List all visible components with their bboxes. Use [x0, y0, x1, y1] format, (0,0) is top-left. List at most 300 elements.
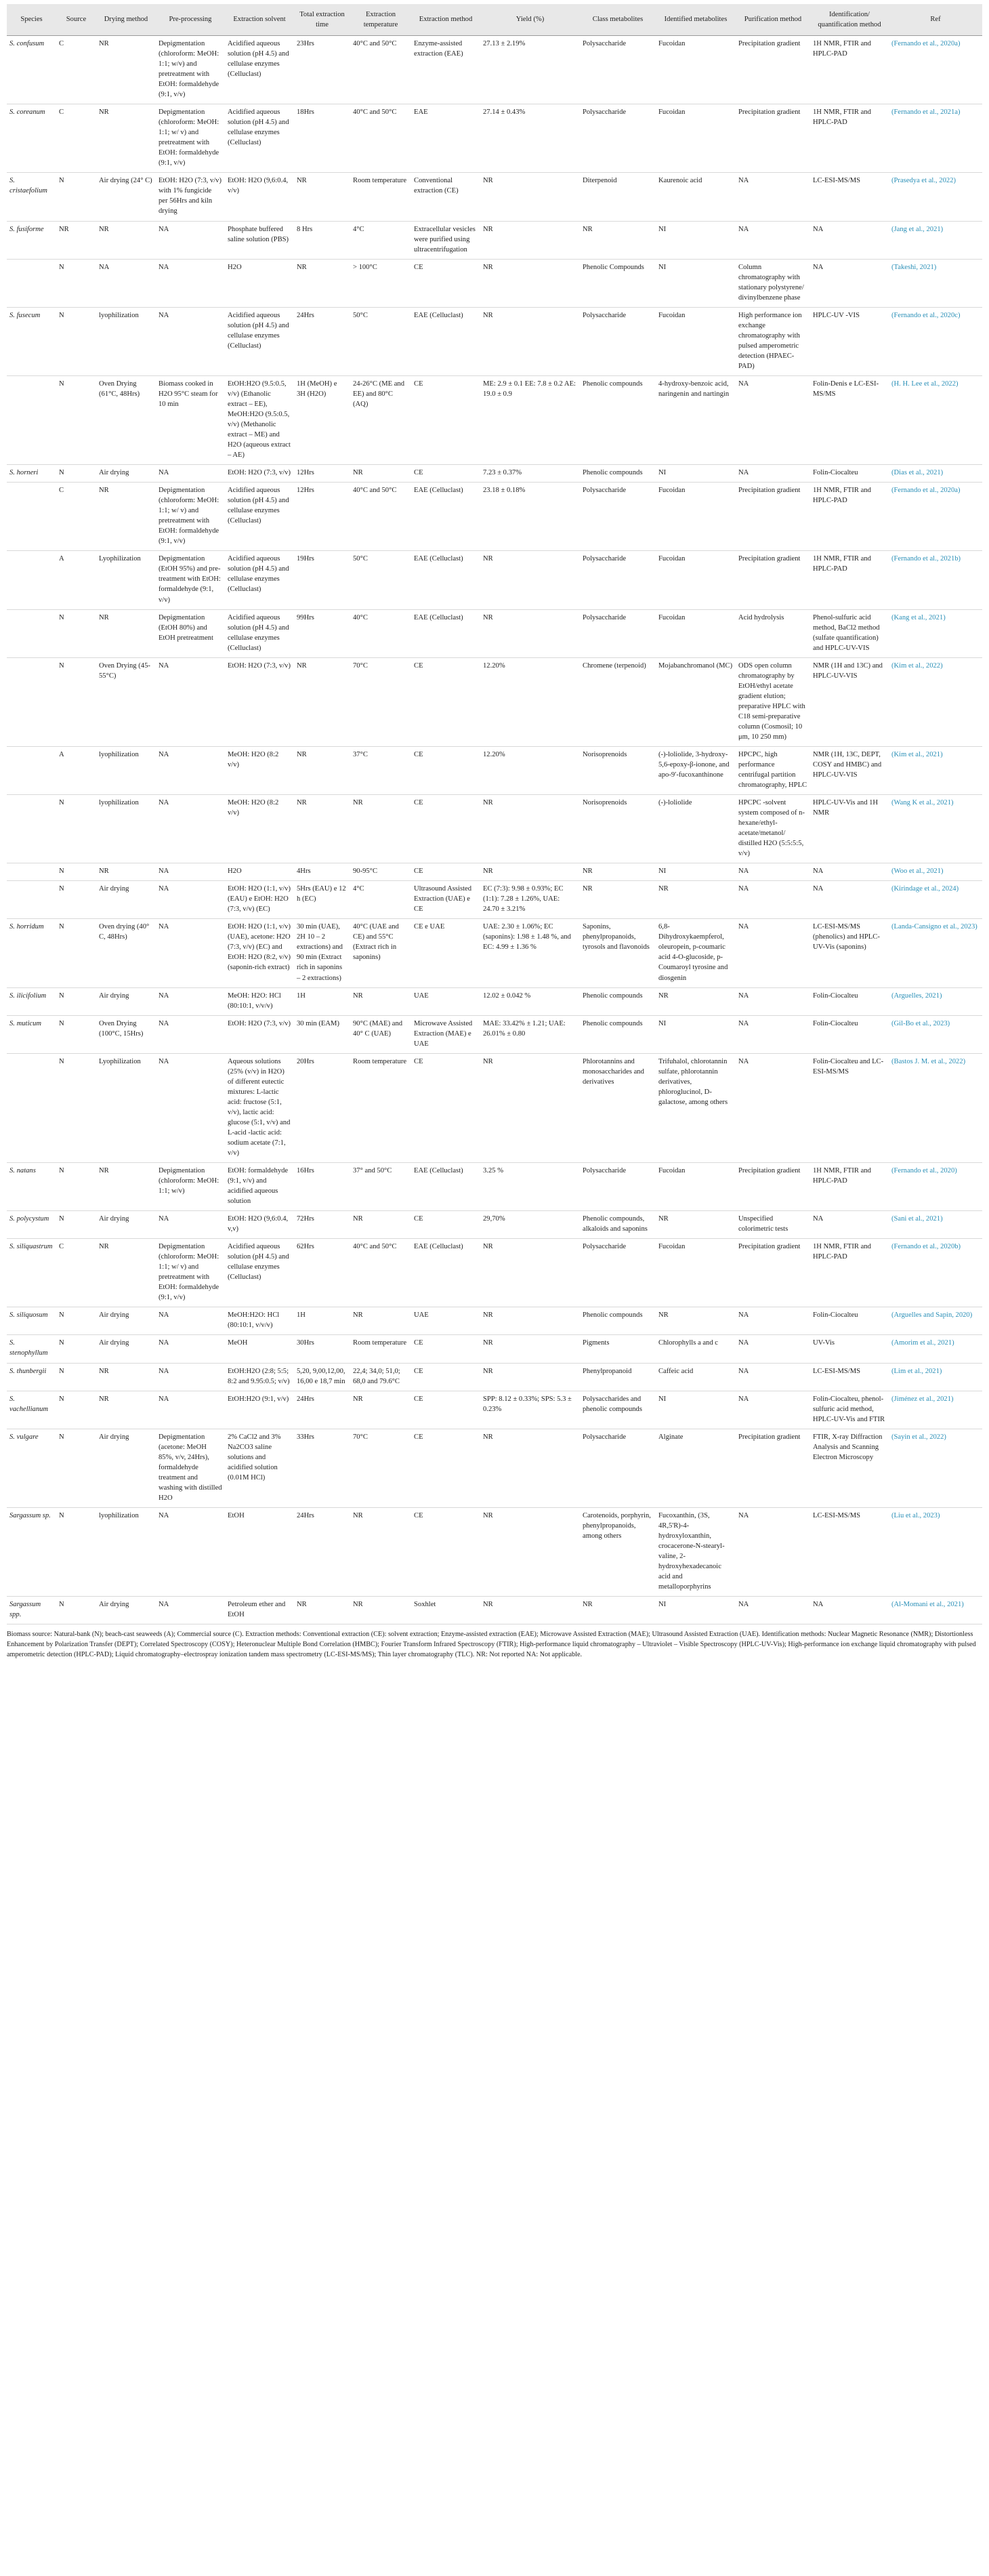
- table-cell: Caffeic acid: [656, 1363, 736, 1391]
- table-cell: NA: [810, 259, 889, 307]
- table-cell: EAE (Celluclast): [411, 551, 480, 609]
- reference-link[interactable]: (Dias et al., 2021): [889, 465, 982, 483]
- table-cell: N: [56, 1597, 96, 1624]
- table-cell: MeOH: H2O (8:2 v/v): [225, 795, 294, 863]
- table-cell: Phenol-sulfuric acid method, BaCl2 method (sulfate quantification) and HPLC-UV-VIS: [810, 609, 889, 657]
- table-cell: 7.23 ± 0.37%: [480, 465, 580, 483]
- table-cell: NA: [156, 987, 225, 1015]
- species-cell: [7, 609, 56, 657]
- table-cell: Acidified aqueous solution (pH 4.5) and cellulase enzymes (Celluclast): [225, 1239, 294, 1307]
- table-cell: NR: [350, 1211, 411, 1239]
- species-cell: S. vachellianum: [7, 1391, 56, 1429]
- table-cell: 23Hrs: [294, 36, 350, 104]
- table-row: [7, 104, 982, 173]
- table-cell: 12Hrs: [294, 483, 350, 551]
- table-cell: Petroleum ether and EtOH: [225, 1597, 294, 1624]
- table-cell: Oven Drying (61°C, 48Hrs): [96, 375, 156, 464]
- table-cell: Precipitation gradient: [736, 1239, 810, 1307]
- table-cell: Depigmentation (chloroform: MeOH: 1:1; w/ v) and pretreatment with EtOH: formaldehyde (9:1, v/v): [156, 104, 225, 173]
- table-cell: Ultrasound Assisted Extraction (UAE) e CE: [411, 881, 480, 919]
- table-cell: Polysaccharide: [580, 609, 656, 657]
- table-cell: NA: [810, 1597, 889, 1624]
- reference-link[interactable]: (Fernando et al., 2021a): [889, 104, 982, 173]
- table-cell: NR: [480, 863, 580, 881]
- table-cell: 4°C: [350, 881, 411, 919]
- table-cell: EAE (Celluclast): [411, 1163, 480, 1211]
- reference-link[interactable]: (Fernando et al., 2020a): [889, 483, 982, 551]
- table-cell: CE: [411, 259, 480, 307]
- table-cell: CE: [411, 1391, 480, 1429]
- table-cell: Fucoidan: [656, 551, 736, 609]
- table-cell: EAE (Celluclast): [411, 609, 480, 657]
- table-cell: Folin-Ciocalteu: [810, 1015, 889, 1053]
- reference-link[interactable]: (Lim et al., 2021): [889, 1363, 982, 1391]
- reference-link[interactable]: (Jiménez et al., 2021): [889, 1391, 982, 1429]
- table-cell: NA: [156, 221, 225, 259]
- table-cell: Polysaccharide: [580, 307, 656, 375]
- table-row: [7, 1015, 982, 1053]
- table-cell: Air drying: [96, 1307, 156, 1335]
- reference-link[interactable]: (Liu et al., 2023): [889, 1507, 982, 1596]
- column-header: Extraction temperature: [350, 4, 411, 36]
- species-cell: S. horneri: [7, 465, 56, 483]
- table-cell: NA: [736, 1363, 810, 1391]
- table-cell: NR: [350, 465, 411, 483]
- table-cell: 1H NMR, FTIR and HPLC-PAD: [810, 1239, 889, 1307]
- table-cell: 24-26°C (ME and EE) and 80°C (AQ): [350, 375, 411, 464]
- reference-link[interactable]: (Arguelles, 2021): [889, 987, 982, 1015]
- table-cell: Air drying: [96, 1429, 156, 1507]
- table-cell: NR: [480, 1307, 580, 1335]
- table-row: [7, 465, 982, 483]
- table-cell: > 100°C: [350, 259, 411, 307]
- table-cell: Chromene (terpenoid): [580, 657, 656, 746]
- table-cell: 8 Hrs: [294, 221, 350, 259]
- table-cell: 1H NMR, FTIR and HPLC-PAD: [810, 483, 889, 551]
- table-cell: NA: [810, 221, 889, 259]
- table-cell: 20Hrs: [294, 1053, 350, 1162]
- table-cell: NR: [350, 987, 411, 1015]
- table-cell: 1H NMR, FTIR and HPLC-PAD: [810, 1163, 889, 1211]
- table-cell: NI: [656, 1015, 736, 1053]
- table-cell: NA: [156, 1335, 225, 1363]
- table-cell: NA: [736, 173, 810, 221]
- table-cell: EtOH: H2O (1:1, v/v) (UAE), acetone: H2O (7:3, v/v) (EC) and EtOH: H2O (8:2, v/v) (saponin-rich extract): [225, 919, 294, 987]
- table-cell: lyophilization: [96, 795, 156, 863]
- table-cell: NA: [156, 1053, 225, 1162]
- reference-link[interactable]: (Landa-Cansigno et al., 2023): [889, 919, 982, 987]
- table-cell: NI: [656, 259, 736, 307]
- species-cell: S. confusum: [7, 36, 56, 104]
- table-cell: EAE (Celluclast): [411, 483, 480, 551]
- table-cell: NR: [294, 657, 350, 746]
- table-cell: NA: [156, 465, 225, 483]
- table-cell: Depigmentation (EtOH 80%) and EtOH pretreatment: [156, 609, 225, 657]
- table-cell: EtOH: H2O (7:3, v/v): [225, 1015, 294, 1053]
- table-cell: 2% CaCl2 and 3% Na2CO3 saline solutions and acidified solution (0.01M HCl): [225, 1429, 294, 1507]
- reference-link[interactable]: (Woo et al., 2021): [889, 863, 982, 881]
- table-cell: 1H: [294, 987, 350, 1015]
- species-cell: [7, 657, 56, 746]
- reference-link[interactable]: (Takeshi, 2021): [889, 259, 982, 307]
- table-cell: H2O: [225, 863, 294, 881]
- column-header: Pre-processing: [156, 4, 225, 36]
- table-cell: 4Hrs: [294, 863, 350, 881]
- table-cell: NR: [480, 795, 580, 863]
- table-row: [7, 173, 982, 221]
- table-cell: 19Hrs: [294, 551, 350, 609]
- table-cell: Polysaccharide: [580, 1239, 656, 1307]
- table-row: [7, 1391, 982, 1429]
- column-header: Identification/ quantification method: [810, 4, 889, 36]
- table-cell: MeOH: H2O (8:2 v/v): [225, 746, 294, 794]
- table-cell: 24Hrs: [294, 307, 350, 375]
- species-cell: S. cristaefolium: [7, 173, 56, 221]
- table-cell: NR: [656, 1307, 736, 1335]
- table-cell: 40°C and 50°C: [350, 104, 411, 173]
- table-cell: 30Hrs: [294, 1335, 350, 1363]
- table-cell: NR: [580, 881, 656, 919]
- table-cell: CE: [411, 1429, 480, 1507]
- table-cell: UAE: [411, 1307, 480, 1335]
- table-cell: NR: [350, 1597, 411, 1624]
- table-cell: EtOH: H2O (9,6:0.4, v/v): [225, 173, 294, 221]
- table-cell: CE: [411, 1507, 480, 1596]
- reference-link[interactable]: (Kirindage et al., 2024): [889, 881, 982, 919]
- table-cell: Depigmentation (EtOH 95%) and pre-treatment with EtOH: formaldehyde (9:1, v/v): [156, 551, 225, 609]
- table-cell: NA: [156, 307, 225, 375]
- table-cell: N: [56, 1391, 96, 1429]
- table-cell: NR: [480, 609, 580, 657]
- table-row: [7, 221, 982, 259]
- reference-link[interactable]: (H. H. Lee et al., 2022): [889, 375, 982, 464]
- table-cell: 50°C: [350, 551, 411, 609]
- table-cell: CE: [411, 746, 480, 794]
- table-cell: NA: [156, 1307, 225, 1335]
- column-header: Class metabolites: [580, 4, 656, 36]
- table-cell: Room temperature: [350, 173, 411, 221]
- table-cell: Lyophilization: [96, 1053, 156, 1162]
- table-cell: EAE (Celluclast): [411, 1239, 480, 1307]
- table-cell: Polysaccharide: [580, 104, 656, 173]
- table-cell: NR: [294, 259, 350, 307]
- table-cell: Precipitation gradient: [736, 104, 810, 173]
- table-cell: MeOH: [225, 1335, 294, 1363]
- reference-link[interactable]: (Kim et al., 2022): [889, 657, 982, 746]
- table-cell: N: [56, 795, 96, 863]
- species-cell: Sargassum spp.: [7, 1597, 56, 1624]
- table-cell: 4°C: [350, 221, 411, 259]
- table-cell: NR: [96, 1363, 156, 1391]
- table-cell: NMR (1H, 13C, DEPT, COSY and HMBC) and HPLC-UV-VIS: [810, 746, 889, 794]
- table-cell: NR: [480, 307, 580, 375]
- table-cell: Column chromatography with stationary polystyrene/ divinylbenzene phase: [736, 259, 810, 307]
- table-cell: Depigmentation (chloroform: MeOH: 1:1; w/ v) and pretreatment with EtOH: formaldehyde (9:1, v/v): [156, 483, 225, 551]
- table-cell: Folin-Ciocalteu: [810, 465, 889, 483]
- table-cell: NR: [350, 795, 411, 863]
- table-cell: EtOH: H2O (7:3, v/v) with 1% fungicide per 56Hrs and kiln drying: [156, 173, 225, 221]
- column-header: Ref: [889, 4, 982, 36]
- table-cell: 30 min (EAM): [294, 1015, 350, 1053]
- table-cell: Fucoidan: [656, 36, 736, 104]
- table-header: [7, 4, 982, 36]
- table-cell: NA: [156, 1015, 225, 1053]
- table-cell: High performance ion exchange chromatography with pulsed amperometric detection (HPAEC-PAD): [736, 307, 810, 375]
- table-cell: NR: [96, 483, 156, 551]
- table-cell: NA: [810, 863, 889, 881]
- species-cell: S. stenophyllum: [7, 1335, 56, 1363]
- table-cell: A: [56, 746, 96, 794]
- table-cell: NI: [656, 863, 736, 881]
- table-cell: CE: [411, 657, 480, 746]
- table-cell: NR: [350, 1307, 411, 1335]
- table-cell: 12.20%: [480, 746, 580, 794]
- table-cell: Phenylpropanoid: [580, 1363, 656, 1391]
- table-cell: EtOH:H2O (2:8; 5:5; 8:2 and 9.95:0.5; v/v): [225, 1363, 294, 1391]
- reference-link[interactable]: (Sayin et al., 2022): [889, 1429, 982, 1507]
- table-row: [7, 1211, 982, 1239]
- table-cell: EtOH: formaldehyde (9:1, v/v) and acidified aqueous solution: [225, 1163, 294, 1211]
- table-cell: CE: [411, 1363, 480, 1391]
- reference-link[interactable]: (Fernando et al., 2020c): [889, 307, 982, 375]
- table-cell: HPCPC -solvent system composed of n-hexane/ethyl-acetate/metanol/ distilled H2O (5:5:5:5, v/v): [736, 795, 810, 863]
- table-cell: EAE (Celluclast): [411, 307, 480, 375]
- species-cell: S. siliquosum: [7, 1307, 56, 1335]
- table-cell: NR: [656, 881, 736, 919]
- table-cell: NA: [156, 795, 225, 863]
- table-cell: Folin-Ciocalteu and LC-ESI-MS/MS: [810, 1053, 889, 1162]
- column-header: Source: [56, 4, 96, 36]
- table-cell: Folin-Ciocalteu, phenol-sulfuric acid method, HPLC-UV-Vis and FTIR: [810, 1391, 889, 1429]
- table-cell: Air drying (24° C): [96, 173, 156, 221]
- column-header: Drying method: [96, 4, 156, 36]
- table-cell: Microwave Assisted Extraction (MAE) e UAE: [411, 1015, 480, 1053]
- table-cell: 1H: [294, 1307, 350, 1335]
- table-cell: NR: [96, 104, 156, 173]
- table-cell: Acidified aqueous solution (pH 4.5) and cellulase enzymes (Celluclast): [225, 551, 294, 609]
- table-cell: Aqueous solutions (25% (v/v) in H2O) of different eutectic mixtures: L-lactic acid: fructose (5:1, v/v), lactic acid: glucose (5:1, v/v) and L-acid -lactic acid: sodium acetate (7:1, v/v): [225, 1053, 294, 1162]
- reference-link[interactable]: (Amorim et al., 2021): [889, 1335, 982, 1363]
- table-cell: NR: [294, 746, 350, 794]
- table-cell: NR: [96, 36, 156, 104]
- table-cell: NA: [96, 259, 156, 307]
- table-row: [7, 1597, 982, 1624]
- table-cell: Fucoidan: [656, 609, 736, 657]
- table-cell: NA: [736, 1335, 810, 1363]
- table-cell: C: [56, 483, 96, 551]
- table-row: [7, 919, 982, 987]
- species-cell: S. fusecum: [7, 307, 56, 375]
- table-cell: Air drying: [96, 881, 156, 919]
- table-cell: N: [56, 919, 96, 987]
- table-cell: FTIR, X-ray Diffraction Analysis and Scanning Electron Microscopy: [810, 1429, 889, 1507]
- table-cell: (-)-loliolide, 3-hydroxy-5,6-epoxy-β-ionone, and apo-9′-fucoxanthinone: [656, 746, 736, 794]
- species-cell: S. siliquastrum: [7, 1239, 56, 1307]
- table-cell: NR: [580, 1597, 656, 1624]
- table-cell: 90-95°C: [350, 863, 411, 881]
- table-cell: Acidified aqueous solution (pH 4.5) and cellulase enzymes (Celluclast): [225, 104, 294, 173]
- table-cell: NR: [656, 1211, 736, 1239]
- species-cell: [7, 1053, 56, 1162]
- table-cell: CE: [411, 1211, 480, 1239]
- species-cell: Sargassum sp.: [7, 1507, 56, 1596]
- table-row: [7, 657, 982, 746]
- reference-link[interactable]: (Prasedya et al., 2022): [889, 173, 982, 221]
- table-cell: 5Hrs (EAU) e 12 h (EC): [294, 881, 350, 919]
- table-row: [7, 375, 982, 464]
- table-cell: 1H (MeOH) e 3H (H2O): [294, 375, 350, 464]
- species-cell: S. natans: [7, 1163, 56, 1211]
- reference-link[interactable]: (Kim et al., 2021): [889, 746, 982, 794]
- table-cell: NR: [96, 1239, 156, 1307]
- table-cell: 40°C and 50°C: [350, 483, 411, 551]
- table-cell: NA: [736, 375, 810, 464]
- reference-link[interactable]: (Al-Momani et al., 2021): [889, 1597, 982, 1624]
- table-cell: NA: [156, 1597, 225, 1624]
- table-cell: HPLC-UV-Vis and 1H NMR: [810, 795, 889, 863]
- table-cell: EtOH: H2O (1:1, v/v) (EAU) e EtOH: H2O (7:3, v/v) (EC): [225, 881, 294, 919]
- table-cell: 24Hrs: [294, 1507, 350, 1596]
- table-row: [7, 1335, 982, 1363]
- table-row: [7, 1307, 982, 1335]
- reference-link[interactable]: (Wang K et al., 2021): [889, 795, 982, 863]
- table-cell: Phosphate buffered saline solution (PBS): [225, 221, 294, 259]
- table-cell: 24Hrs: [294, 1391, 350, 1429]
- table-cell: Enzyme-assisted extraction (EAE): [411, 36, 480, 104]
- table-cell: NR: [480, 1597, 580, 1624]
- table-cell: NA: [736, 987, 810, 1015]
- table-cell: CE: [411, 795, 480, 863]
- column-header: Total extraction time: [294, 4, 350, 36]
- table-cell: NR: [656, 987, 736, 1015]
- table-cell: NR: [480, 1363, 580, 1391]
- table-cell: NA: [156, 1507, 225, 1596]
- table-cell: Phenolic compounds: [580, 1307, 656, 1335]
- column-header: Purification method: [736, 4, 810, 36]
- species-cell: [7, 551, 56, 609]
- table-cell: Polysaccharide: [580, 551, 656, 609]
- table-cell: EAE: [411, 104, 480, 173]
- table-cell: 1H NMR, FTIR and HPLC-PAD: [810, 104, 889, 173]
- table-cell: 29,70%: [480, 1211, 580, 1239]
- reference-link[interactable]: (Fernando et al., 2020a): [889, 36, 982, 104]
- table-cell: N: [56, 609, 96, 657]
- table-cell: NA: [736, 221, 810, 259]
- table-cell: NA: [156, 881, 225, 919]
- reference-link[interactable]: (Arguelles and Sapin, 2020): [889, 1307, 982, 1335]
- species-cell: S. horridum: [7, 919, 56, 987]
- column-header: Extraction method: [411, 4, 480, 36]
- table-cell: Air drying: [96, 465, 156, 483]
- column-header: Species: [7, 4, 56, 36]
- table-cell: Acidified aqueous solution (pH 4.5) and cellulase enzymes (Celluclast): [225, 36, 294, 104]
- reference-link[interactable]: (Sani et al., 2021): [889, 1211, 982, 1239]
- table-cell: NA: [810, 1211, 889, 1239]
- table-cell: Folin-Ciocalteu: [810, 987, 889, 1015]
- table-cell: N: [56, 1015, 96, 1053]
- reference-link[interactable]: (Fernando et al., 2020): [889, 1163, 982, 1211]
- table-cell: NA: [736, 881, 810, 919]
- table-cell: NR: [480, 551, 580, 609]
- table-cell: N: [56, 863, 96, 881]
- table-cell: 3.25 %: [480, 1163, 580, 1211]
- table-cell: 30 min (UAE), 2H 10 – 2 extractions) and 90 min (Extract rich in saponins – 2 extractions): [294, 919, 350, 987]
- table-cell: N: [56, 1507, 96, 1596]
- reference-link[interactable]: (Fernando et al., 2020b): [889, 1239, 982, 1307]
- table-row: [7, 36, 982, 104]
- table-row: [7, 1163, 982, 1211]
- table-cell: MAE: 33.42% ± 1.21; UAE: 26.01% ± 0.80: [480, 1015, 580, 1053]
- table-cell: 5,20, 9,00,12,00, 16,00 e 18,7 min: [294, 1363, 350, 1391]
- reference-link[interactable]: (Jang et al., 2021): [889, 221, 982, 259]
- table-cell: Depigmentation (acetone: MeOH 85%, v/v, 24Hrs), formaldehyde treatment and washing with distilled H2O: [156, 1429, 225, 1507]
- species-cell: [7, 483, 56, 551]
- table-cell: NI: [656, 465, 736, 483]
- table-cell: 62Hrs: [294, 1239, 350, 1307]
- species-cell: [7, 746, 56, 794]
- table-cell: 70°C: [350, 1429, 411, 1507]
- reference-link[interactable]: (Kang et al., 2021): [889, 609, 982, 657]
- table-cell: N: [56, 1163, 96, 1211]
- table-cell: Phenolic compounds: [580, 375, 656, 464]
- table-cell: NA: [736, 919, 810, 987]
- table-cell: UAE: [411, 987, 480, 1015]
- reference-link[interactable]: (Gil-Bo et al., 2023): [889, 1015, 982, 1053]
- table-cell: NI: [656, 1597, 736, 1624]
- table-cell: N: [56, 987, 96, 1015]
- table-row: [7, 987, 982, 1015]
- table-cell: NA: [156, 919, 225, 987]
- table-body: [7, 36, 982, 1624]
- table-cell: lyophilization: [96, 307, 156, 375]
- species-cell: [7, 259, 56, 307]
- species-cell: S. polycystum: [7, 1211, 56, 1239]
- table-cell: Folin-Denis e LC-ESI-MS/MS: [810, 375, 889, 464]
- species-cell: S. fusiforme: [7, 221, 56, 259]
- table-cell: HPCPC, high performance centrifugal partition chromatography, HPLC: [736, 746, 810, 794]
- table-cell: EC (7:3): 9.98 ± 0.93%; EC (1:1): 7.28 ± 1.26%, UAE: 24.70 ± 3.21%: [480, 881, 580, 919]
- table-cell: 4-hydroxy-benzoic acid, naringenin and nartingin: [656, 375, 736, 464]
- table-cell: NI: [656, 221, 736, 259]
- table-cell: Precipitation gradient: [736, 1163, 810, 1211]
- table-cell: NR: [96, 221, 156, 259]
- reference-link[interactable]: (Fernando et al., 2021b): [889, 551, 982, 609]
- table-cell: NMR (1H and 13C) and HPLC-UV-VIS: [810, 657, 889, 746]
- table-cell: NR: [480, 1053, 580, 1162]
- table-cell: Precipitation gradient: [736, 36, 810, 104]
- table-row: [7, 1507, 982, 1596]
- table-cell: UAE: 2.30 ± 1.06%; EC (saponins): 1.98 ± 1.48 %, and EC: 4.99 ± 1.36 %: [480, 919, 580, 987]
- table-cell: Fucoxanthin, (3S, 4R,5'R)-4-hydroxyloxanthin, crocacerone-N-stearyl-valine, 2-hydroxyhexadecanoic acid and metalloporphyrins: [656, 1507, 736, 1596]
- table-cell: NA: [736, 1307, 810, 1335]
- species-cell: [7, 795, 56, 863]
- table-cell: Air drying: [96, 1335, 156, 1363]
- table-cell: N: [56, 307, 96, 375]
- table-cell: 1H NMR, FTIR and HPLC-PAD: [810, 551, 889, 609]
- column-header: Identified metabolites: [656, 4, 736, 36]
- reference-link[interactable]: (Bastos J. M. et al., 2022): [889, 1053, 982, 1162]
- table-cell: NR: [480, 1429, 580, 1507]
- table-cell: HPLC-UV -VIS: [810, 307, 889, 375]
- table-cell: lyophilization: [96, 1507, 156, 1596]
- table-cell: Folin-Ciocalteu: [810, 1307, 889, 1335]
- table-cell: NR: [480, 259, 580, 307]
- table-cell: Air drying: [96, 987, 156, 1015]
- table-cell: 40°C (UAE and CE) and 55°C (Extract rich in saponins): [350, 919, 411, 987]
- table-cell: Polysaccharide: [580, 1429, 656, 1507]
- table-cell: Fucoidan: [656, 1239, 736, 1307]
- table-cell: N: [56, 1307, 96, 1335]
